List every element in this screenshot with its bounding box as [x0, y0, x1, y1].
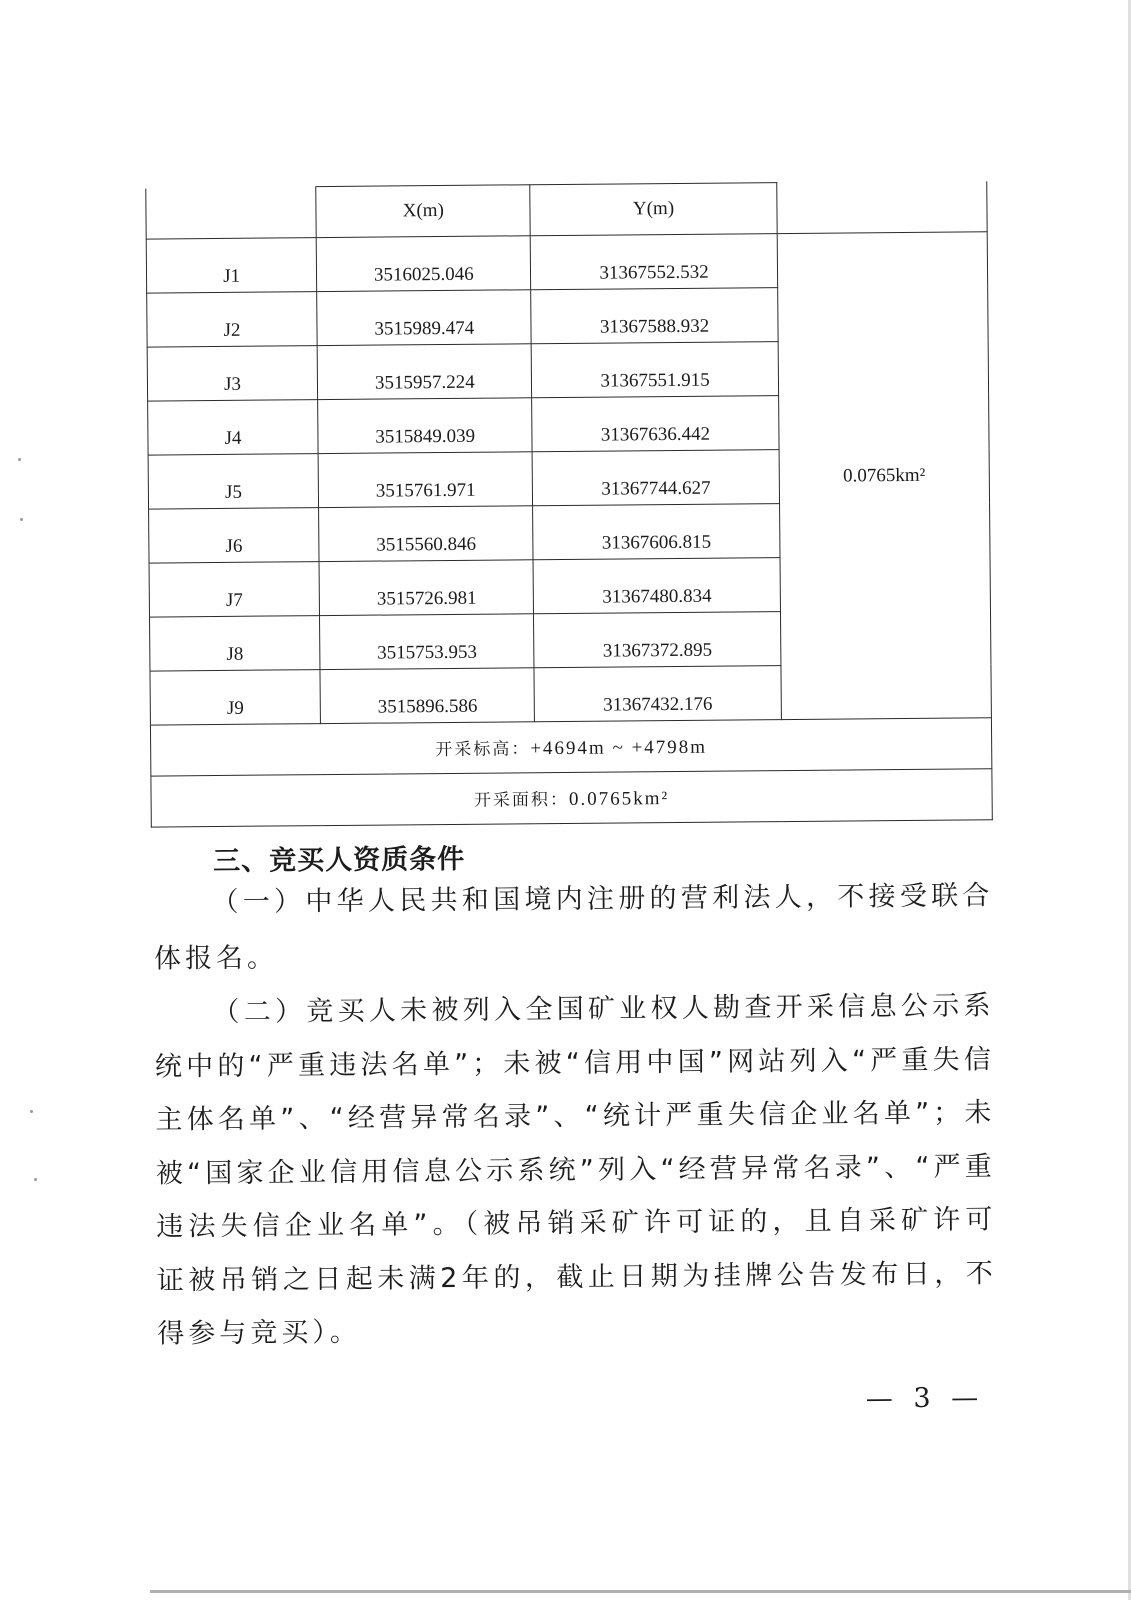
y-coordinate: 31367372.895	[534, 612, 781, 668]
point-id: J4	[148, 400, 319, 455]
point-id: J8	[150, 616, 321, 671]
y-coordinate: 31367636.442	[532, 396, 779, 452]
point-id: J5	[148, 454, 319, 509]
coordinate-table	[145, 180, 993, 827]
elevation-label: 开采标高：	[435, 739, 531, 761]
x-coordinate: 3515753.953	[320, 614, 535, 670]
y-coordinate: 31367432.176	[534, 666, 781, 722]
y-coordinate: 31367551.915	[532, 342, 779, 398]
table-header-row	[146, 181, 987, 239]
section-heading: 三、竞买人资质条件	[213, 843, 466, 878]
point-id: J1	[146, 238, 317, 293]
x-coordinate: 3515560.846	[319, 506, 534, 562]
x-coordinate: 3515957.224	[317, 344, 532, 400]
point-id: J6	[149, 508, 320, 563]
y-coordinate: 31367744.627	[533, 450, 780, 506]
area-value: 0.0765km²	[777, 232, 992, 720]
mining-area-value: 0.0765km²	[568, 788, 670, 810]
header-y: Y(m)	[530, 183, 777, 236]
header-x: X(m)	[316, 185, 531, 238]
x-coordinate: 3515896.586	[320, 668, 535, 724]
elevation-value: +4694m ~ +4798m	[530, 736, 708, 760]
elevation-row	[150, 718, 991, 776]
paragraph-registration: （一）中华人民共和国境内注册的营利法人，不接受联合体报名。	[153, 880, 994, 975]
mining-area-cell	[151, 769, 992, 827]
x-coordinate: 3515989.474	[317, 290, 532, 346]
scan-edge-bottom	[150, 1590, 1131, 1593]
mining-area-label: 开采面积：	[473, 789, 570, 811]
header-area-blank	[776, 181, 987, 234]
scan-speck	[34, 1178, 37, 1181]
x-coordinate: 3515849.039	[318, 398, 533, 454]
scan-speck	[18, 458, 21, 461]
point-id: J2	[147, 292, 318, 347]
paragraph-credit-requirements: （二）竞买人未被列入全国矿业权人勘查开采信息公示系统中的“严重违法名单”；未被“信用中国”网站列入“严重失信主体名单”、“经营异常名录”、“统计严重失信企业名单”；未被“国家企业信用信息公示系统”列入“经营异常名录”、“严重违法失信企业名单”。（被吊销采矿许可证的，且自采矿许可证被吊销之日起未满2年的，截止日期为挂牌公告发布日，不得参与竞买）。	[154, 990, 997, 1350]
point-id: J3	[147, 346, 318, 401]
mining-area-row	[151, 769, 992, 827]
table-row	[146, 232, 987, 293]
y-coordinate: 31367588.932	[531, 288, 778, 344]
elevation-cell	[150, 718, 991, 776]
point-id: J7	[149, 562, 320, 617]
x-coordinate: 3515761.971	[318, 452, 533, 508]
x-coordinate: 3516025.046	[316, 236, 531, 292]
scan-speck	[30, 1110, 33, 1113]
scan-speck	[20, 518, 23, 521]
page-number: — 3 —	[865, 1382, 985, 1415]
y-coordinate: 31367480.834	[533, 558, 780, 614]
y-coordinate: 31367552.532	[531, 234, 778, 290]
y-coordinate: 31367606.815	[533, 504, 780, 560]
header-blank-cell	[146, 187, 317, 239]
point-id: J9	[150, 670, 321, 725]
x-coordinate: 3515726.981	[319, 560, 534, 616]
